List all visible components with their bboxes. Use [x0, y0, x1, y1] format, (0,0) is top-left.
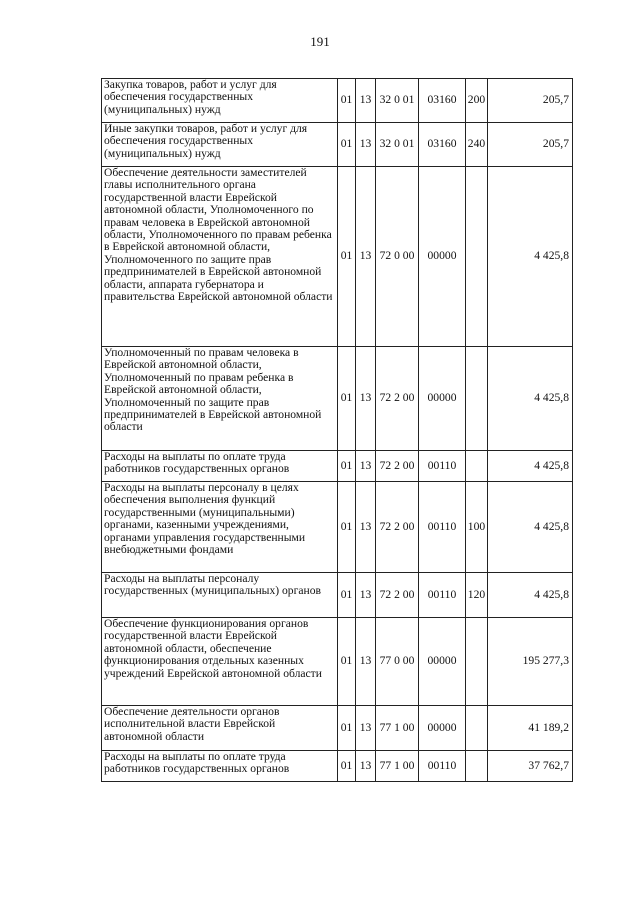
row-program: 77 1 00 [376, 706, 419, 751]
row-expense-type: 240 [466, 123, 488, 167]
row-name: Расходы на выплаты персоналу в целях обеспечения выполнения функций государственными (муниципальными) органами, казенными учреждениями, органами управления государственными внебюджетными фондами [102, 482, 338, 573]
row-program: 72 2 00 [376, 451, 419, 482]
row-sum: 4 425,8 [488, 167, 573, 347]
row-subsection: 13 [356, 618, 376, 706]
row-section: 01 [338, 123, 356, 167]
row-sum: 205,7 [488, 123, 573, 167]
table-row [102, 751, 573, 782]
row-subsection: 13 [356, 167, 376, 347]
row-subsection: 13 [356, 347, 376, 451]
row-subsection: 13 [356, 751, 376, 782]
page-number: 191 [310, 34, 330, 49]
row-section: 01 [338, 751, 356, 782]
row-section: 01 [338, 79, 356, 123]
row-direction: 00000 [419, 706, 466, 751]
row-program: 72 0 00 [376, 167, 419, 347]
row-program: 72 2 00 [376, 482, 419, 573]
row-program: 32 0 01 [376, 123, 419, 167]
row-expense-type [466, 451, 488, 482]
row-subsection: 13 [356, 573, 376, 618]
row-direction: 03160 [419, 79, 466, 123]
row-expense-type: 120 [466, 573, 488, 618]
budget-table [101, 78, 573, 782]
table-row [102, 706, 573, 751]
row-name: Расходы на выплаты по оплате труда работников государственных органов [102, 751, 338, 782]
row-name: Обеспечение деятельности заместителей главы исполнительного органа государственной власти Еврейской автономной области, Уполномоченного по правам человека в Еврейской автономной области, Уполномоченного по правам ребенка в Еврейской автономной области, Уполномоченного по защите прав предпринимателей в Еврейской автономной области, аппарата губернатора и правительства Еврейской автономной области [102, 167, 338, 347]
table-row [102, 79, 573, 123]
row-expense-type [466, 706, 488, 751]
row-sum: 4 425,8 [488, 451, 573, 482]
row-expense-type [466, 618, 488, 706]
row-expense-type [466, 751, 488, 782]
row-section: 01 [338, 482, 356, 573]
row-direction: 00000 [419, 347, 466, 451]
row-program: 72 2 00 [376, 573, 419, 618]
row-direction: 00110 [419, 573, 466, 618]
table-row [102, 618, 573, 706]
row-direction: 00110 [419, 482, 466, 573]
row-name: Уполномоченный по правам человека в Еврейской автономной области, Уполномоченный по правам ребенка в Еврейской автономной области, Уполномоченный по защите прав предпринимателей в Еврейской автономной области [102, 347, 338, 451]
row-subsection: 13 [356, 482, 376, 573]
table-row [102, 347, 573, 451]
row-direction: 00000 [419, 167, 466, 347]
row-program: 77 0 00 [376, 618, 419, 706]
row-sum: 4 425,8 [488, 573, 573, 618]
row-subsection: 13 [356, 451, 376, 482]
row-name: Обеспечение функционирования органов государственной власти Еврейской автономной области, обеспечение функционирования отдельных казенных учреждений Еврейской автономной области [102, 618, 338, 706]
row-program: 77 1 00 [376, 751, 419, 782]
row-name: Иные закупки товаров, работ и услуг для обеспечения государственных (муниципальных) нужд [102, 123, 338, 167]
row-program: 72 2 00 [376, 347, 419, 451]
row-sum: 37 762,7 [488, 751, 573, 782]
table-row [102, 482, 573, 573]
row-program: 32 0 01 [376, 79, 419, 123]
table-row [102, 167, 573, 347]
row-name: Расходы на выплаты персоналу государственных (муниципальных) органов [102, 573, 338, 618]
row-name: Расходы на выплаты по оплате труда работников государственных органов [102, 451, 338, 482]
row-name: Обеспечение деятельности органов исполнительной власти Еврейской автономной области [102, 706, 338, 751]
row-sum: 4 425,8 [488, 482, 573, 573]
row-sum: 4 425,8 [488, 347, 573, 451]
row-section: 01 [338, 618, 356, 706]
row-expense-type [466, 347, 488, 451]
row-section: 01 [338, 451, 356, 482]
table-row [102, 573, 573, 618]
row-section: 01 [338, 347, 356, 451]
row-direction: 00110 [419, 451, 466, 482]
row-sum: 41 189,2 [488, 706, 573, 751]
row-section: 01 [338, 167, 356, 347]
row-direction: 00110 [419, 751, 466, 782]
row-expense-type: 200 [466, 79, 488, 123]
row-expense-type [466, 167, 488, 347]
row-direction: 03160 [419, 123, 466, 167]
table-row [102, 451, 573, 482]
row-subsection: 13 [356, 123, 376, 167]
row-section: 01 [338, 573, 356, 618]
row-sum: 205,7 [488, 79, 573, 123]
table-row [102, 123, 573, 167]
row-name: Закупка товаров, работ и услуг для обеспечения государственных (муниципальных) нужд [102, 79, 338, 123]
row-subsection: 13 [356, 79, 376, 123]
row-expense-type: 100 [466, 482, 488, 573]
row-direction: 00000 [419, 618, 466, 706]
row-sum: 195 277,3 [488, 618, 573, 706]
row-subsection: 13 [356, 706, 376, 751]
row-section: 01 [338, 706, 356, 751]
